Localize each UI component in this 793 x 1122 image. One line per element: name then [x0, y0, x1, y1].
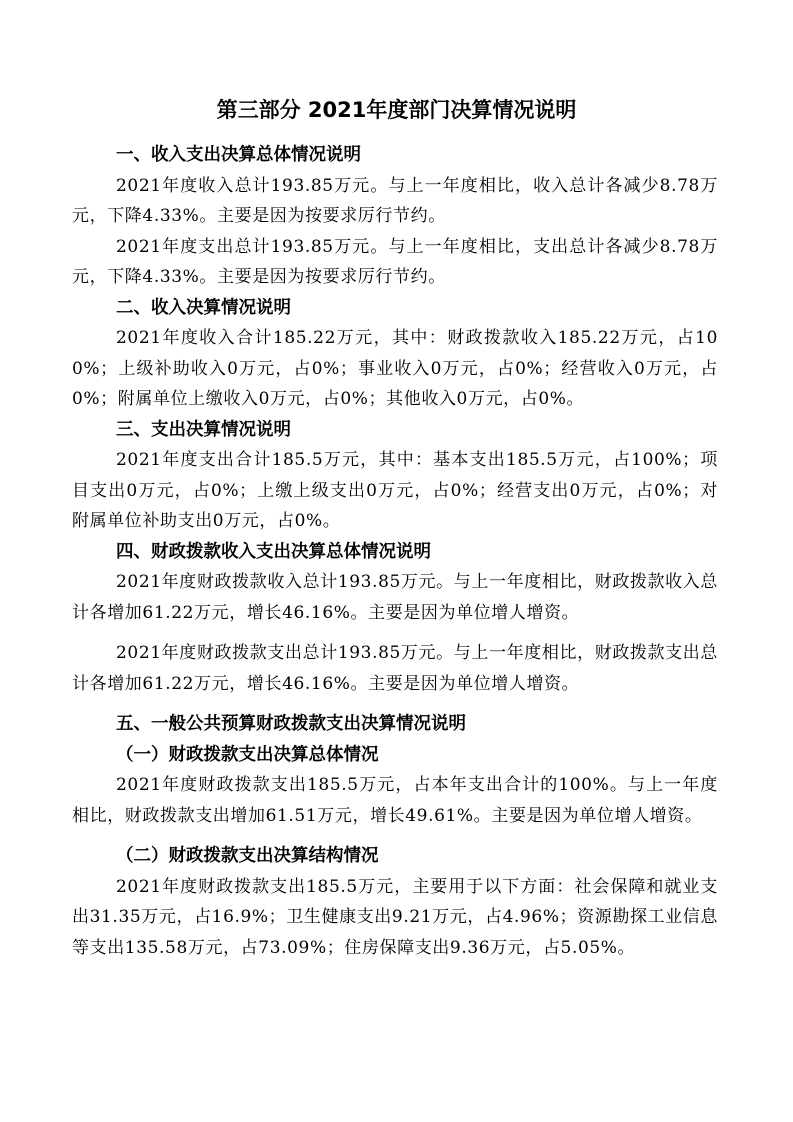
section-2-heading: 二、收入决算情况说明	[116, 297, 291, 318]
paragraph-spacer	[72, 699, 718, 709]
section-5-sub-2-paragraph: 2021年度财政拨款支出185.5万元，主要用于以下方面：社会保障和就业支出31.35万元，占16.9%；卫生健康支出9.21万元，占4.96%；资源勘探工业信息等支出135.58万元，占73.09%；住房保障支出9.36万元，占5.05%。	[72, 876, 718, 958]
section-3-paragraph-1: 2021年度支出合计185.5万元，其中：基本支出185.5万元，占100%；项目支出0万元，占0%；上缴上级支出0万元，占0%；经营支出0万元，占0%；对附属单位补助支出0万元，占0%。	[72, 450, 718, 531]
section-4-heading: 四、财政拨款收入支出决算总体情况说明	[116, 541, 431, 562]
section-5-sub-2-heading: （二）财政拨款支出决算结构情况	[116, 846, 379, 866]
page-title: 第三部分 2021年度部门决算情况说明	[216, 98, 577, 122]
section-3-heading: 三、支出决算情况说明	[116, 419, 291, 440]
paragraph-spacer	[72, 628, 718, 638]
paragraph-spacer	[72, 831, 718, 841]
section-2-paragraph-1: 2021年度收入合计185.22万元，其中：财政拨款收入185.22万元，占100%；上级补助收入0万元，占0%；事业收入0万元，占0%；经营收入0万元，占0%；附属单位上缴收入0万元，占0%；其他收入0万元，占0%。	[72, 328, 718, 409]
section-1-heading: 一、收入支出决算总体情况说明	[116, 145, 361, 165]
section-1-paragraph-2: 2021年度支出总计193.85万元。与上一年度相比，支出总计各减少8.78万元，下降4.33%。主要是因为按要求厉行节约。	[72, 236, 718, 287]
section-5-sub-1-heading: （一）财政拨款支出决算总体情况	[116, 744, 379, 765]
section-1-paragraph-1: 2021年度收入总计193.85万元。与上一年度相比，收入总计各减少8.78万元，下降4.33%。主要是因为按要求厉行节约。	[72, 175, 718, 226]
section-5-heading: 五、一般公共预算财政拨款支出决算情况说明	[116, 714, 466, 734]
section-4-paragraph-1: 2021年度财政拨款收入总计193.85万元。与上一年度相比，财政拨款收入总计各增加61.22万元，增长46.16%。主要是因为单位增人增资。	[72, 572, 718, 623]
document-body	[72, 140, 718, 963]
section-4-paragraph-2: 2021年度财政拨款支出总计193.85万元。与上一年度相比，财政拨款支出总计各增加61.22万元，增长46.16%。主要是因为单位增人增资。	[72, 643, 718, 694]
section-5-sub-1-paragraph: 2021年度财政拨款支出185.5万元，占本年支出合计的100%。与上一年度相比，财政拨款支出增加61.51万元，增长49.61%。主要是因为单位增人增资。	[72, 775, 718, 826]
